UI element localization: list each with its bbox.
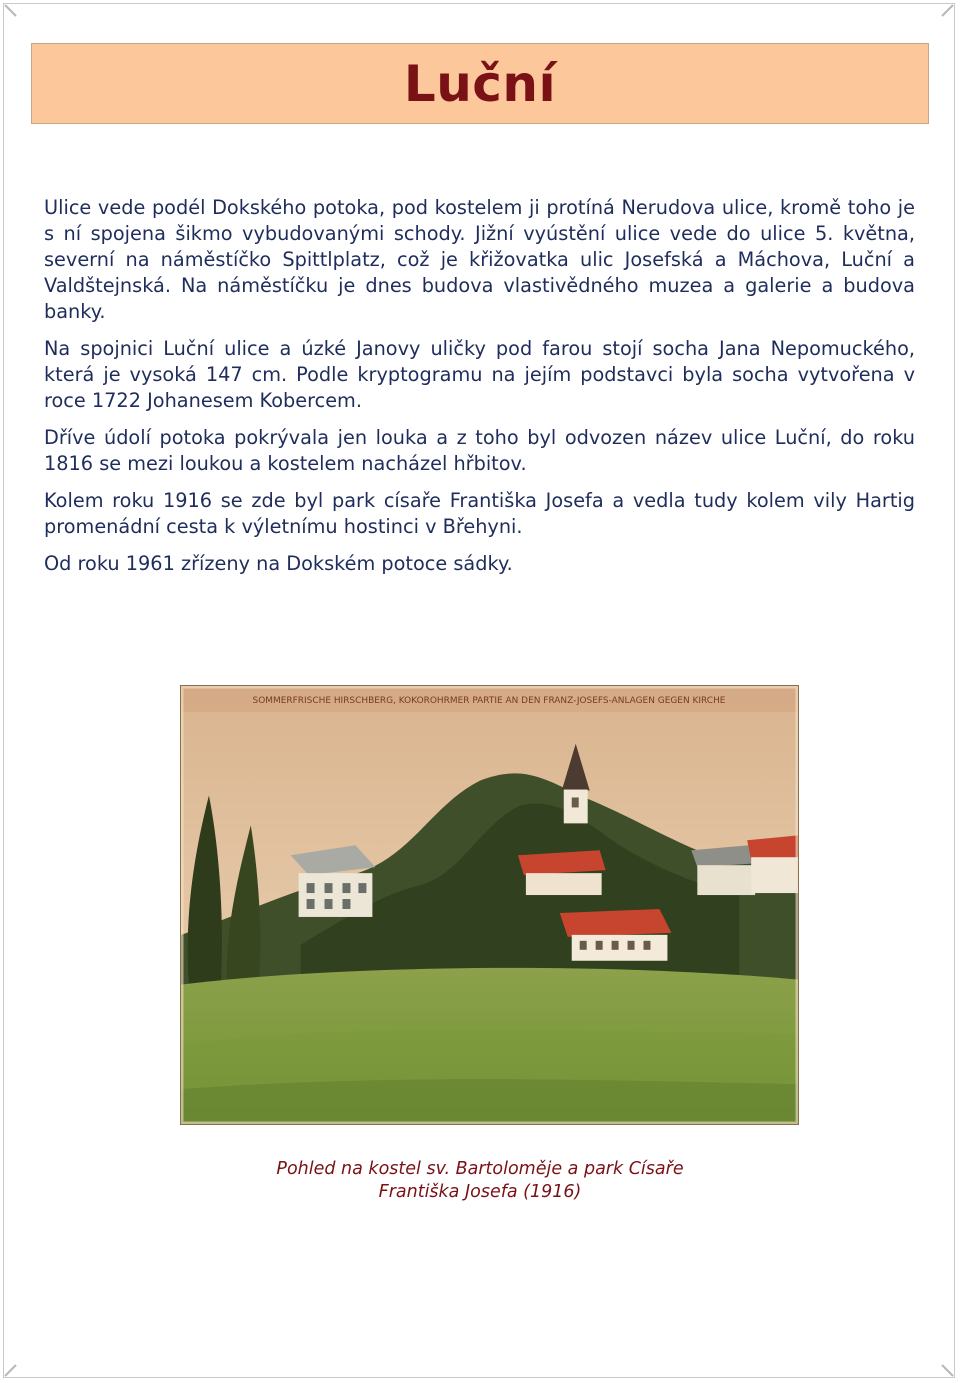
corner-ornament-icon [4,4,18,18]
postcard-photo [180,685,799,1125]
postcard-inscription: SOMMERFRISCHE HIRSCHBERG, KOKOROHRMER PARTIE AN DEN FRANZ-JOSEFS-ANLAGEN GEGEN KIRCHE [252,695,726,706]
corner-ornament-icon [940,1363,954,1377]
corner-ornament-icon [940,4,954,18]
paragraph: Kolem roku 1916 se zde byl park císaře Františka Josefa a vedla tudy kolem vily Hartig promenádní cesta k výletnímu hostinci v Břehyni. [44,489,915,538]
article-body [44,195,915,588]
corner-ornament-icon [4,1363,18,1377]
caption-line: Františka Josefa (1916) [378,1182,582,1202]
photo-caption [180,1158,780,1204]
title-banner [31,43,929,124]
page-title: Luční [403,54,557,113]
paragraph: Ulice vede podél Dokského potoka, pod kostelem ji protíná Nerudova ulice, kromě toho je s ní spojena šikmo vybudovanými schody. Jižní vyústění ulice vede do ulice 5. května, severní na náměstíčko Spittlplatz, což je křižovatka ulic Josefská a Máchova, Luční a Valdštejnská. Na náměstíčku je dnes budova vlastivědného muzea a galerie a budova banky. [44,196,915,323]
postcard-photo-icon [181,686,798,1124]
caption-line: Pohled na kostel sv. Bartoloměje a park Císaře [276,1159,684,1179]
paragraph: Dříve údolí potoka pokrývala jen louka a z toho byl odvozen název ulice Luční, do roku 1816 se mezi loukou a kostelem nacházel hřbitov. [44,426,915,475]
paragraph: Od roku 1961 zřízeny na Dokském potoce sádky. [44,552,513,575]
paragraph: Na spojnici Luční ulice a úzké Janovy uličky pod farou stojí socha Jana Nepomuckého, která je vysoká 147 cm. Podle kryptogramu na jejím podstavci byla socha vytvořena v roce 1722 Johanesem Kobercem. [44,337,915,412]
